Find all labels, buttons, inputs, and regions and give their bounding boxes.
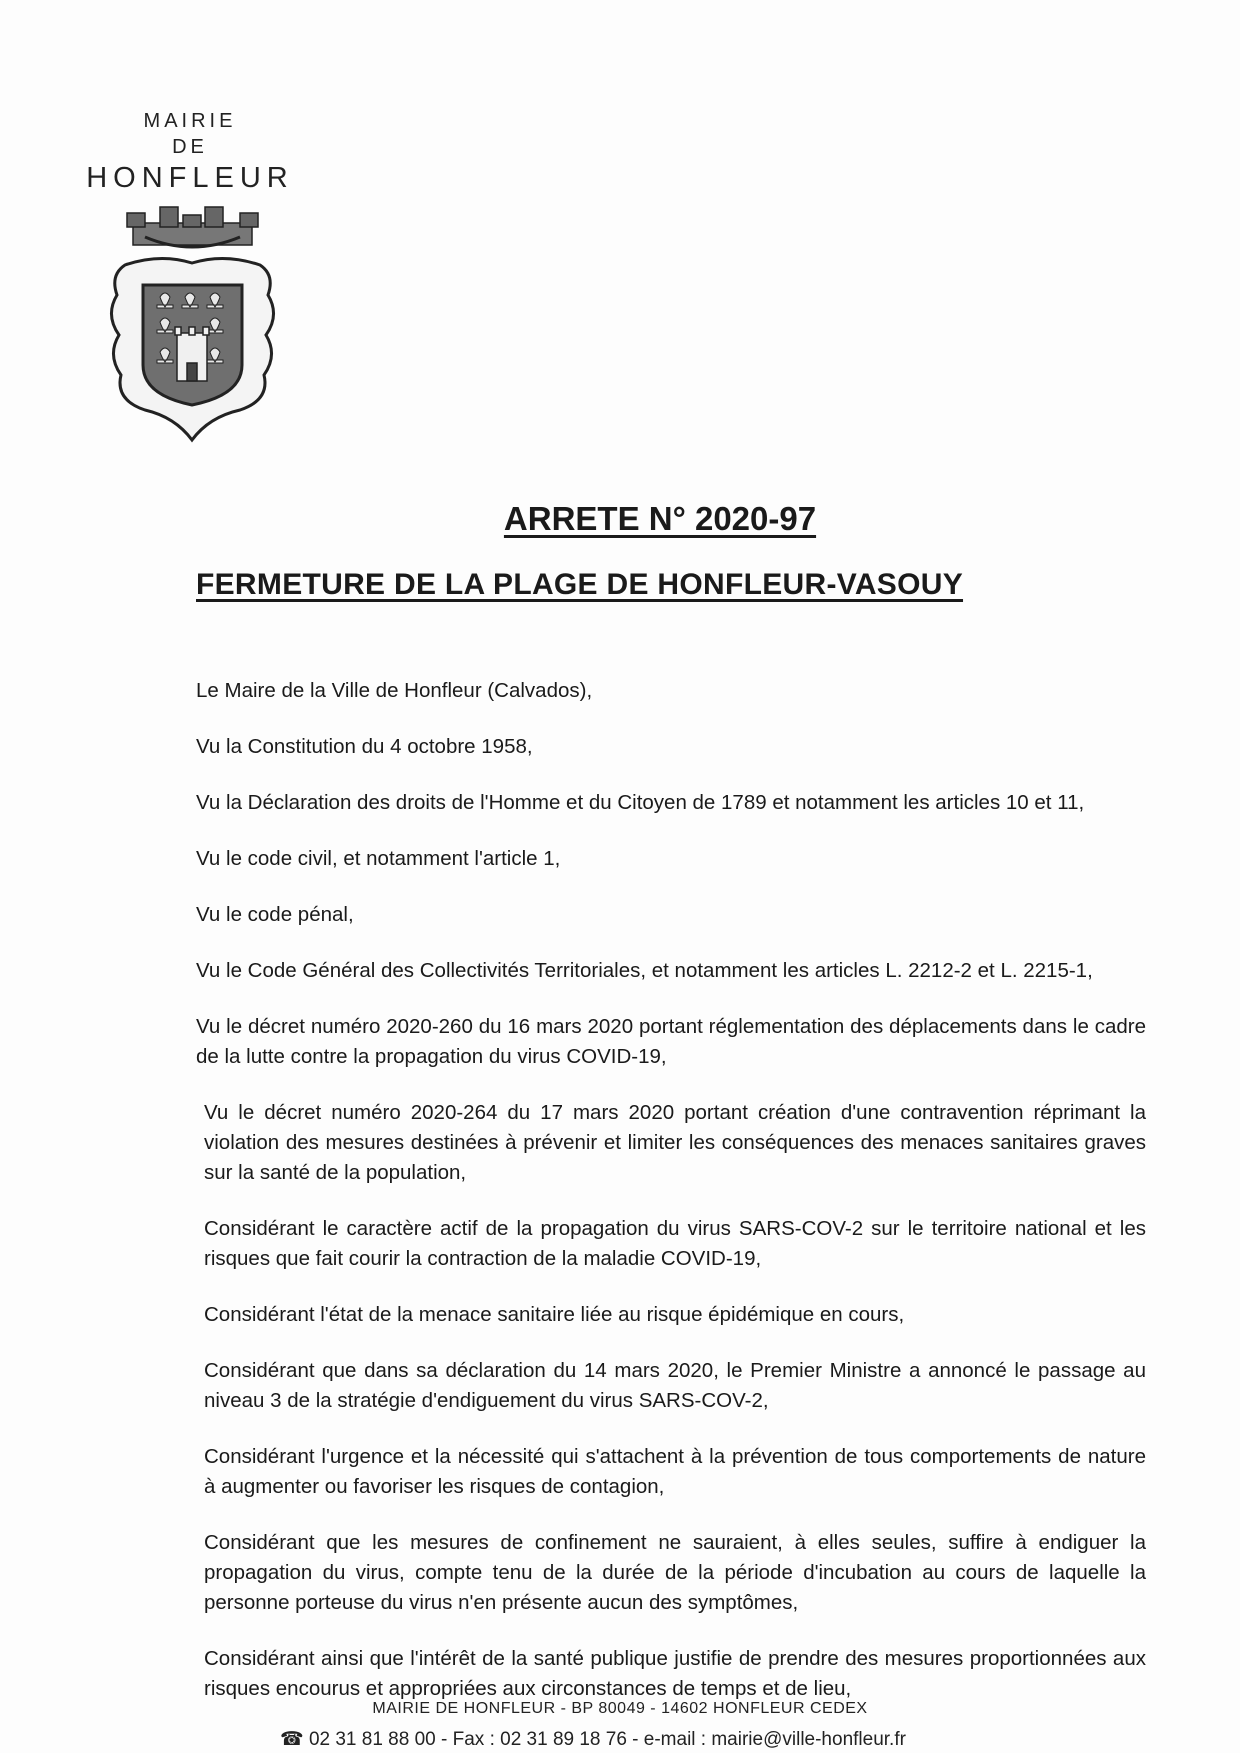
paragraph-vu-constitution: Vu la Constitution du 4 octobre 1958,: [196, 735, 533, 758]
title-block: [0, 500, 1240, 538]
paragraph-considerant-propagation: Considérant le caractère actif de la propagation du virus SARS-COV-2 sur le territoire national et les risques que fait courir la contraction de la maladie COVID-19,: [204, 1217, 1146, 1270]
paragraph-preamble: Le Maire de la Ville de Honfleur (Calvados),: [196, 679, 593, 702]
paragraph-vu-declaration: Vu la Déclaration des droits de l'Homme et du Citoyen de 1789 et notamment les articles 10 et 11,: [196, 791, 1085, 814]
coat-of-arms-icon: [105, 205, 280, 445]
footer-contact: ☎ 02 31 81 88 00 - Fax : 02 31 89 18 76 - e-mail : mairie@ville-honfleur.fr: [280, 1729, 906, 1750]
letterhead: [70, 108, 310, 196]
paragraph-vu-decret-264: Vu le décret numéro 2020-264 du 17 mars 2020 portant création d'une contravention réprimant la violation des mesures destinées à prévenir et limiter les conséquences des menaces sanitaires graves sur la santé de la population,: [204, 1101, 1146, 1184]
arrete-subject: FERMETURE DE LA PLAGE DE HONFLEUR-VASOUY: [196, 568, 964, 601]
paragraph-vu-code-penal: Vu le code pénal,: [196, 903, 354, 926]
letterhead-line-de: DE: [172, 136, 208, 158]
arrete-title: ARRETE N° 2020-97: [503, 500, 817, 537]
arrete-body: [196, 676, 1146, 1730]
letterhead-line-mairie: MAIRIE: [143, 110, 237, 132]
paragraph-vu-cgct: Vu le Code Général des Collectivités Territoriales, et notamment les articles L. 2212-2 et L. 2215-1,: [196, 959, 1093, 982]
footer-address: MAIRIE DE HONFLEUR - BP 80049 - 14602 HONFLEUR CEDEX: [372, 1700, 868, 1717]
paragraph-considerant-declaration: Considérant que dans sa déclaration du 14 mars 2020, le Premier Ministre a annoncé le passage au niveau 3 de la stratégie d'endiguement du virus SARS-COV-2,: [204, 1359, 1146, 1412]
paragraph-considerant-sante-publique: Considérant ainsi que l'intérêt de la santé publique justifie de prendre des mesures proportionnées aux risques encourus et appropriées aux circonstances de temps et de lieu,: [204, 1647, 1146, 1700]
paragraph-vu-code-civil: Vu le code civil, et notamment l'article 1,: [196, 847, 561, 870]
paragraph-vu-decret-260: Vu le décret numéro 2020-260 du 16 mars 2020 portant réglementation des déplacements dans le cadre de la lutte contre la propagation du virus COVID-19,: [196, 1015, 1146, 1068]
letterhead-line-honfleur: HONFLEUR: [86, 162, 294, 194]
paragraph-considerant-confinement: Considérant que les mesures de confinement ne sauraient, à elles seules, suffire à endiguer la propagation du virus, compte tenu de la durée de la période d'incubation au cours de laquelle la personne porteuse du virus n'en présente aucun des symptômes,: [204, 1531, 1146, 1614]
paragraph-considerant-menace: Considérant l'état de la menace sanitaire liée au risque épidémique en cours,: [204, 1303, 905, 1326]
paragraph-considerant-urgence: Considérant l'urgence et la nécessité qui s'attachent à la prévention de tous comportements de nature à augmenter ou favoriser les risques de contagion,: [204, 1445, 1146, 1498]
